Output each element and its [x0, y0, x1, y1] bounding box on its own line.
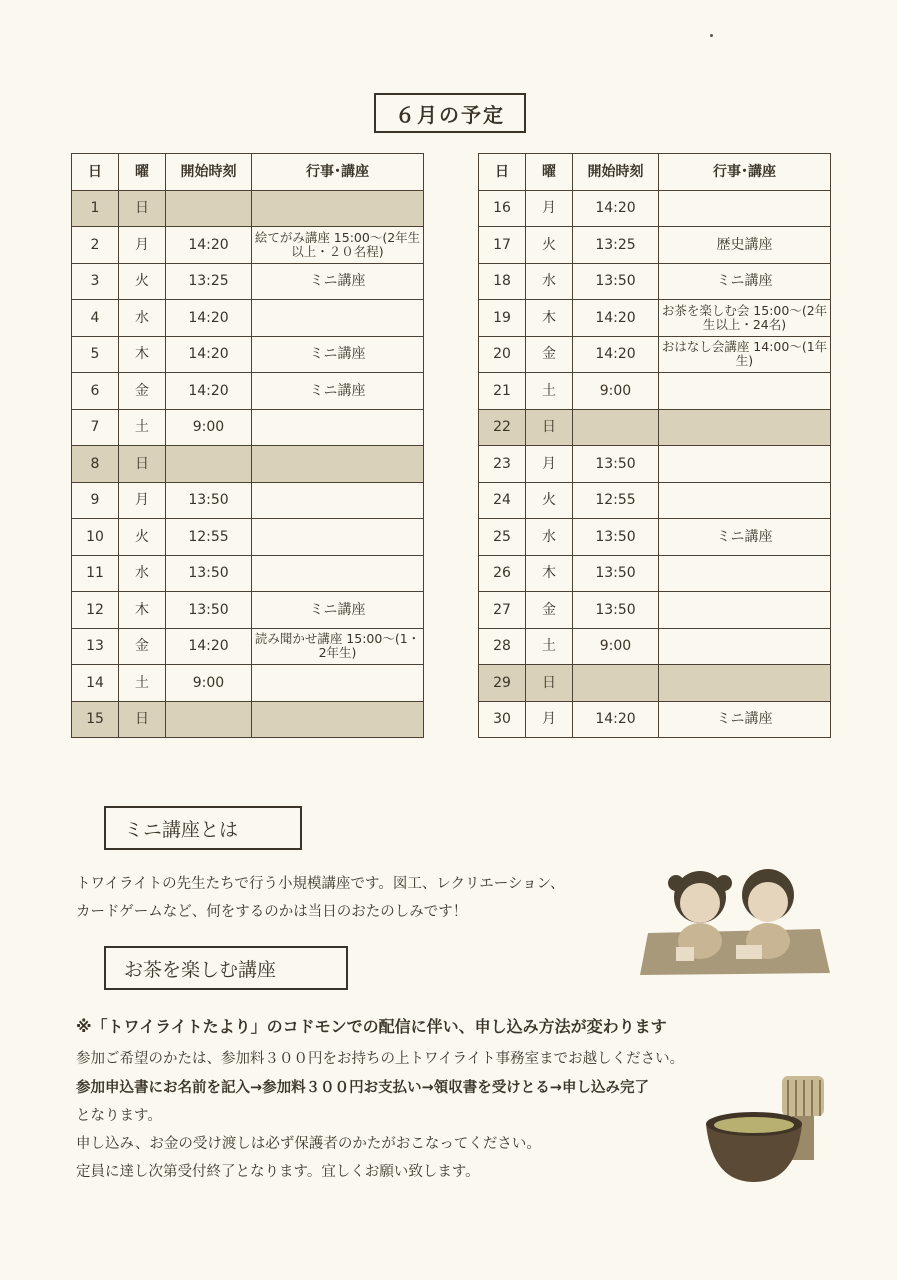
day-cell: 4: [72, 300, 119, 337]
event-cell: ミニ講座: [659, 263, 831, 300]
tea-text-5: 定員に達し次第受付終了となります。宜しくお願い致します。: [76, 1164, 480, 1180]
day-cell: 17: [479, 227, 526, 264]
day-cell: 28: [479, 628, 526, 665]
table-row: [479, 190, 831, 227]
header-weekday: 曜: [119, 154, 166, 191]
table-row: [72, 665, 424, 702]
table-row: [72, 409, 424, 446]
start-time-cell: 13:50: [573, 446, 659, 483]
weekday-cell: 土: [526, 373, 573, 410]
weekday-cell: 土: [526, 628, 573, 665]
weekday-cell: 木: [526, 555, 573, 592]
tea-text-3: となります。: [76, 1108, 162, 1124]
event-cell: [252, 519, 424, 556]
table-row: [72, 628, 424, 665]
start-time-cell: [573, 665, 659, 702]
start-time-cell: 13:50: [573, 592, 659, 629]
event-cell: おはなし会講座 14:00～(1年生): [659, 336, 831, 373]
day-cell: 30: [479, 701, 526, 738]
start-time-cell: 14:20: [573, 701, 659, 738]
table-row: [479, 701, 831, 738]
table-row: [72, 482, 424, 519]
start-time-cell: 13:25: [573, 227, 659, 264]
header-start-time: 開始時刻: [166, 154, 252, 191]
table-row: [479, 482, 831, 519]
day-cell: 27: [479, 592, 526, 629]
weekday-cell: 土: [119, 665, 166, 702]
start-time-cell: 9:00: [166, 665, 252, 702]
header-weekday: 曜: [526, 154, 573, 191]
table-row: [72, 300, 424, 337]
table-row: [479, 628, 831, 665]
event-cell: [659, 592, 831, 629]
start-time-cell: 14:20: [573, 336, 659, 373]
table-row: [72, 227, 424, 264]
children-illustration: [640, 855, 830, 975]
weekday-cell: 水: [119, 555, 166, 592]
start-time-cell: 13:50: [166, 555, 252, 592]
weekday-cell: 月: [526, 701, 573, 738]
day-cell: 2: [72, 227, 119, 264]
event-cell: [659, 373, 831, 410]
start-time-cell: 12:55: [166, 519, 252, 556]
tea-bowl-illustration: [700, 1072, 840, 1187]
start-time-cell: 14:20: [166, 227, 252, 264]
start-time-cell: [166, 446, 252, 483]
weekday-cell: 金: [119, 373, 166, 410]
tea-text-1: 参加ご希望のかたは、参加料３００円をお持ちの上トワイライト事務室までお越しください。: [76, 1051, 685, 1067]
table-row: [72, 263, 424, 300]
schedule-table-right: [478, 153, 831, 738]
start-time-cell: 14:20: [166, 373, 252, 410]
speck: [710, 34, 713, 37]
table-row: [479, 409, 831, 446]
table-row: [72, 555, 424, 592]
event-cell: [252, 409, 424, 446]
event-cell: 歴史講座: [659, 227, 831, 264]
event-cell: ミニ講座: [659, 519, 831, 556]
event-cell: [252, 482, 424, 519]
event-cell: 絵てがみ講座 15:00～(2年生以上・２０名程): [252, 227, 424, 264]
table-row: [479, 665, 831, 702]
mini-course-text-2: カードゲームなど、何をするのかは当日のおたのしみです！: [76, 904, 468, 920]
start-time-cell: 14:20: [166, 628, 252, 665]
start-time-cell: 9:00: [573, 373, 659, 410]
event-cell: ミニ講座: [252, 263, 424, 300]
event-cell: [659, 482, 831, 519]
weekday-cell: 金: [119, 628, 166, 665]
weekday-cell: 木: [526, 300, 573, 337]
table-row: [72, 519, 424, 556]
event-cell: 読み聞かせ講座 15:00～(1・2年生): [252, 628, 424, 665]
start-time-cell: 13:25: [166, 263, 252, 300]
day-cell: 12: [72, 592, 119, 629]
table-row: [479, 373, 831, 410]
weekday-cell: 火: [526, 227, 573, 264]
start-time-cell: 13:50: [166, 592, 252, 629]
header-day: 日: [72, 154, 119, 191]
weekday-cell: 火: [526, 482, 573, 519]
start-time-cell: [166, 190, 252, 227]
tea-text-4: 申し込み、お金の受け渡しは必ず保護者のかたがおこなってください。: [76, 1136, 541, 1152]
event-cell: お茶を楽しむ会 15:00～(2年生以上・24名): [659, 300, 831, 337]
weekday-cell: 日: [526, 665, 573, 702]
table-row: [72, 592, 424, 629]
table-row: [72, 373, 424, 410]
tea-course-heading: お茶を楽しむ講座: [104, 946, 348, 990]
day-cell: 23: [479, 446, 526, 483]
start-time-cell: 9:00: [573, 628, 659, 665]
weekday-cell: 月: [119, 482, 166, 519]
table-row: [479, 300, 831, 337]
weekday-cell: 日: [526, 409, 573, 446]
day-cell: 24: [479, 482, 526, 519]
table-header-row: [479, 154, 831, 191]
table-header-row: [72, 154, 424, 191]
table-row: [479, 446, 831, 483]
event-cell: [252, 555, 424, 592]
tea-text-2: 参加申込書にお名前を記入→参加料３００円お支払い→領収書を受けとる→申し込み完了: [76, 1080, 649, 1096]
start-time-cell: 13:50: [166, 482, 252, 519]
event-cell: [659, 665, 831, 702]
weekday-cell: 日: [119, 701, 166, 738]
tea-notice: ※「トワイライトたより」のコドモンでの配信に伴い、申し込み方法が変わります: [76, 1017, 667, 1036]
day-cell: 20: [479, 336, 526, 373]
day-cell: 16: [479, 190, 526, 227]
day-cell: 25: [479, 519, 526, 556]
event-cell: ミニ講座: [252, 336, 424, 373]
start-time-cell: 14:20: [573, 190, 659, 227]
day-cell: 6: [72, 373, 119, 410]
weekday-cell: 水: [119, 300, 166, 337]
day-cell: 21: [479, 373, 526, 410]
day-cell: 5: [72, 336, 119, 373]
mini-course-heading: ミニ講座とは: [104, 806, 302, 850]
start-time-cell: 13:50: [573, 263, 659, 300]
weekday-cell: 木: [119, 592, 166, 629]
event-cell: ミニ講座: [659, 701, 831, 738]
table-row: [479, 555, 831, 592]
day-cell: 19: [479, 300, 526, 337]
event-cell: ミニ講座: [252, 592, 424, 629]
table-row: [479, 519, 831, 556]
header-start-time: 開始時刻: [573, 154, 659, 191]
event-cell: [252, 446, 424, 483]
start-time-cell: 14:20: [166, 300, 252, 337]
event-cell: ミニ講座: [252, 373, 424, 410]
weekday-cell: 水: [526, 263, 573, 300]
table-row: [479, 592, 831, 629]
table-row: [72, 336, 424, 373]
event-cell: [252, 190, 424, 227]
table-row: [72, 446, 424, 483]
day-cell: 15: [72, 701, 119, 738]
weekday-cell: 月: [119, 227, 166, 264]
day-cell: 22: [479, 409, 526, 446]
weekday-cell: 火: [119, 519, 166, 556]
table-row: [479, 227, 831, 264]
start-time-cell: 9:00: [166, 409, 252, 446]
start-time-cell: [573, 409, 659, 446]
weekday-cell: 月: [526, 446, 573, 483]
event-cell: [659, 446, 831, 483]
header-event: 行事･講座: [659, 154, 831, 191]
event-cell: [659, 409, 831, 446]
event-cell: [659, 555, 831, 592]
weekday-cell: 木: [119, 336, 166, 373]
weekday-cell: 水: [526, 519, 573, 556]
day-cell: 9: [72, 482, 119, 519]
schedule-table-left: [71, 153, 424, 738]
start-time-cell: [166, 701, 252, 738]
day-cell: 18: [479, 263, 526, 300]
weekday-cell: 土: [119, 409, 166, 446]
table-row: [479, 336, 831, 373]
weekday-cell: 日: [119, 190, 166, 227]
start-time-cell: 13:50: [573, 555, 659, 592]
event-cell: [252, 300, 424, 337]
event-cell: [659, 628, 831, 665]
weekday-cell: 金: [526, 592, 573, 629]
page-title: ６月の予定: [374, 93, 526, 133]
table-row: [479, 263, 831, 300]
start-time-cell: 14:20: [573, 300, 659, 337]
day-cell: 11: [72, 555, 119, 592]
day-cell: 29: [479, 665, 526, 702]
event-cell: [659, 190, 831, 227]
day-cell: 13: [72, 628, 119, 665]
day-cell: 26: [479, 555, 526, 592]
weekday-cell: 日: [119, 446, 166, 483]
start-time-cell: 14:20: [166, 336, 252, 373]
day-cell: 10: [72, 519, 119, 556]
header-day: 日: [479, 154, 526, 191]
day-cell: 8: [72, 446, 119, 483]
table-row: [72, 190, 424, 227]
weekday-cell: 金: [526, 336, 573, 373]
event-cell: [252, 701, 424, 738]
header-event: 行事･講座: [252, 154, 424, 191]
day-cell: 3: [72, 263, 119, 300]
day-cell: 14: [72, 665, 119, 702]
day-cell: 7: [72, 409, 119, 446]
weekday-cell: 月: [526, 190, 573, 227]
event-cell: [252, 665, 424, 702]
weekday-cell: 火: [119, 263, 166, 300]
mini-course-text-1: トワイライトの先生たちで行う小規模講座です。図工、レクリエーション、: [76, 876, 565, 892]
start-time-cell: 12:55: [573, 482, 659, 519]
day-cell: 1: [72, 190, 119, 227]
table-row: [72, 701, 424, 738]
start-time-cell: 13:50: [573, 519, 659, 556]
